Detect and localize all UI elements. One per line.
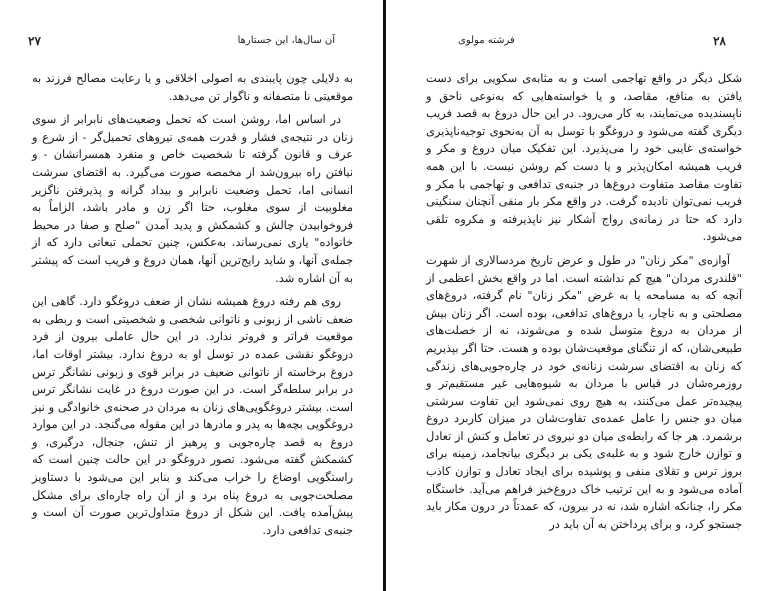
right-page bbox=[386, 0, 768, 591]
right-running-head: فرشته مولوی bbox=[458, 35, 515, 46]
left-running-head: آن سال‌ها، این جستارها bbox=[237, 35, 335, 46]
left-body-text bbox=[32, 70, 353, 539]
right-paragraph-1: شکل دیگر در واقع تهاجمی است و به مثابه‌ی سکویی برای دست یافتن به منافع، مقاصد، و یا خواسته‌هایی که به‌نوعی ناحق و ناپسندیده می‌نمایند، به کار می‌رود. در این حال دروغ به قصد فریب دیگری گفته می‌شود و دروغگو با توسل به آن به‌نحوی توجیه‌ناپذیری خواسته‌ی غایبی خود را می‌پذیرد. این تفکیک میان دروغ و مکر و فریب همیشه امکان‌پذیر و یا دست کم روشن نیست. با این همه تفاوت مقاصد متفاوت دروغ‌ها در جنبه‌ی تدافعی و تهاجمی با مکر و فریب نمی‌توان نادیده گرفت. در واقع مکر بار منفی آنچنان سنگینی دارد که حتا در زمانه‌ی رواج آشکار نیز ناپذیرفته و مکروه تلقی می‌شود. bbox=[426, 72, 742, 244]
left-page-number: ۲۷ bbox=[28, 34, 41, 48]
left-paragraph-2: در اساس اما، روشن است که تحمل وضعیت‌های نابرابر از سوی زنان در نتیجه‌ی فشار و قدرت همه‌ی نیروهای تحمیل‌گر - از شرع و عرف و قانون گرفته تا شخصیت خاص و منفرد همسرانشان - و نیافتن راه بیرون‌شد از مخمصه صورت می‌گیرد. به اقتضای سرشت انسانی اما، تحمل وضعیت نابرابر و بیداد گرانه و پذیرفتن ناگزیر مغلوبیت از سوی مغلوب، حتا اگر زن و مادر باشد، الزاماً به فروخوابیدن چالش و کشمکش و پدید آمدن "صلح و صفا در محیط خانواده" یاری نمی‌رساند. به‌عکس، چنین تحملی تبعاتی دارد که از جمله‌ی آنها، و شاید رایج‌ترین آنها، همان دروغ و فریب است که پیشتر به آن اشاره شد. bbox=[32, 113, 353, 285]
right-page-number: ۲۸ bbox=[713, 34, 726, 48]
left-page bbox=[0, 0, 383, 591]
left-paragraph-1: به دلایلی چون پایبندی به اصولی اخلاقی و یا رعایت مصالح فرزند به موقعیتی نا متصفانه و ناگوار تن می‌دهد. bbox=[32, 72, 353, 103]
right-page-header bbox=[404, 34, 750, 50]
right-paragraph-2: آوازه‌ی "مکر زنان" در طول و عرض تاریخ مردسالاری از شهرت "قلندری مردان" هیچ کم نداشته است. اما در واقع بخش اعظمی از آنچه که به مسامحه یا به غرض "مکر زنان" نام گرفته، دروغ‌های مصلحتی و به ناچار، یا دروغ‌های تدافعی، بوده است. اگر زنان بیش از مردان به دروغ متوسل شده و می‌شوند، نه از خصلت‌های طبیعی‌شان، که از تنگنای موقعیت‌شان بوده و هست. حتا اگر بپذیریم که زنان به اقتضای سرشت زنانه‌ی خود در چاره‌جویی‌های زندگی روزمره‌شان در قیاس با مردان به شیوه‌هایی غیر مستقیم‌تر و پیچیده‌تر عمل می‌کنند، به هیچ روی نمی‌شود این تفاوت سرشتی میان دو جنس را عامل عمده‌ی تفاوت‌شان در میزان کاربرد دروغ برشمرد. هر جا که رابطه‌ی میان دو نیروی در تعامل و کنش از تعادل و توازن خارج شود و به غلبه‌ی یکی بر دیگری بیانجامد، زمینه برای بروز ترس و تقلای منفی و پوشیده برای ایجاد تعادل و توازن کاذب آماده می‌شود و به این ترتیب خاک دروغ‌خیز فراهم می‌آید. خاستگاه مکر را، چنانکه اشاره شد، نه در بیرون، که عمدتاً در درون مکار باید جستجو کرد، و برای پرداختن به آن باید در bbox=[426, 253, 742, 531]
left-page-header bbox=[18, 34, 365, 50]
right-body-text bbox=[426, 70, 742, 533]
left-paragraph-3: روی هم رفته دروغ همیشه نشان از ضعف دروغگو دارد. گاهی این ضعف ناشی از زبونی و ناتوانی شخصی و شخصیتی است و ربطی به موقعیت فراتر و فروتر ندارد. در این حال عاملی بیرون از فرد دروغگو نقشی عمده در توسل او به دروغ ندارد. بیشتر اوقات اما، دروغ برخاسته از ناتوانی ضعیف در برابر قوی و زبونی نشانگر ترس در برابر سلطه‌گر است. در این صورت دروغ در غایت نشانگر ترس است. بیشتر دروغگویی‌های زنان به مردان در صحنه‌ی خانوادگی و نیز دروغگویی بچه‌ها به پدر و مادرها در این مقوله می‌گنجد. در این موارد دروغ به قصد چاره‌جویی و پرهیز از تنش، جنجال، درگیری، و کشمکش گفته می‌شود. تصور دروغگو در این حالت چنین است که راستگویی اوضاع را خراب می‌کند و بنابر این می‌شود با دستاویز مصلحت‌جویی به دروغ پناه برد و از آن راه چاره‌ای برای مشکل پیش‌آمده یافت. این شکل از دروغ متداول‌ترین صورت آن است و جنبه‌ی تدافعی دارد. bbox=[32, 295, 353, 537]
